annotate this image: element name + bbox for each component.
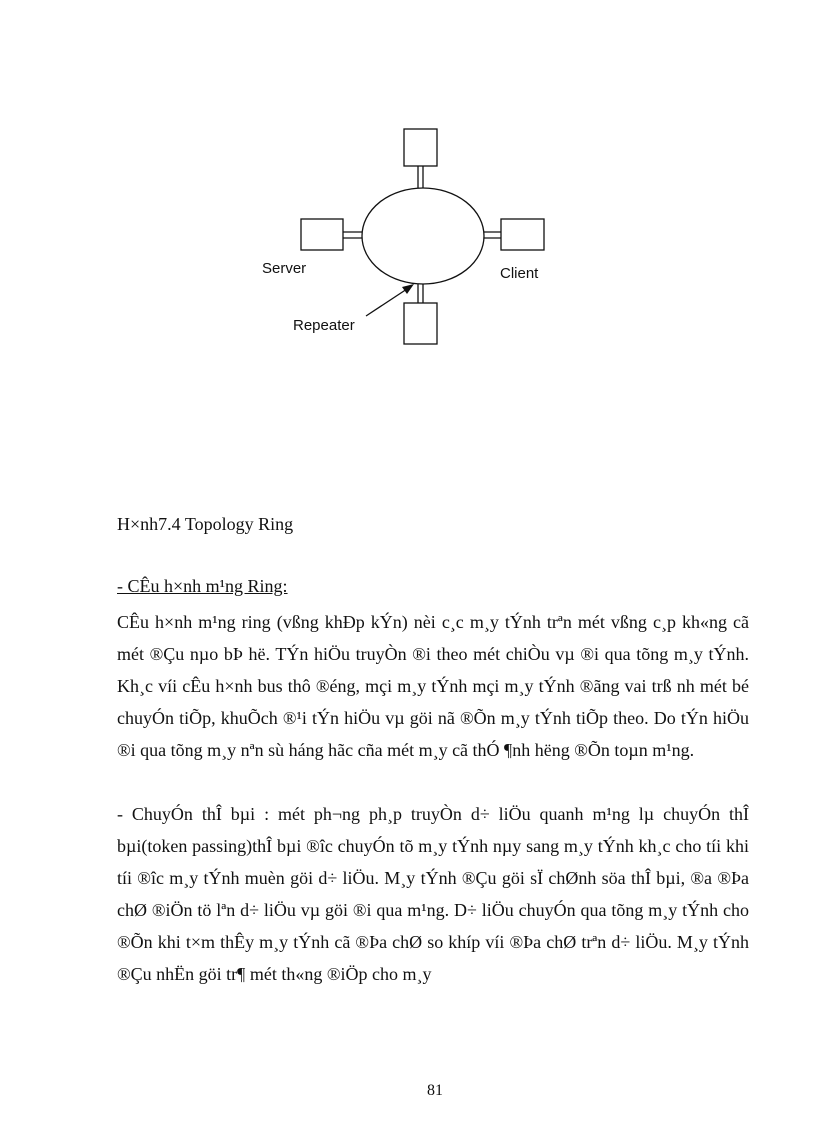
server-label: Server [262,260,307,277]
client-computer-node [501,219,544,250]
client-label: Client [500,265,539,282]
top-computer-node [404,129,437,166]
ring-cable [362,188,484,284]
repeater-arrowhead [402,284,414,294]
bottom-computer-node [404,303,437,344]
server-computer-node [301,219,343,250]
paragraph-token-passing: - ChuyÓn thÎ bµi : mét ph¬ng ph¸p truyÒn d÷ liÖu quanh m¹ng lµ chuyÓn thÎ bµi(token passing)thÎ bµi ®îc chuyÓn tõ m¸y tÝnh nµy sang m¸y tÝnh kh¸c cho tíi khi tíi ®îc m¸y tÝnh muèn göi d÷ liÖu. M¸y tÝnh ®Çu göi sÏ chØnh söa thÎ bµi, ®a ®Þa chØ ®iÖn tö lªn d÷ liÖu vµ göi ®i qua m¹ng. D÷ liÖu chuyÓn qua tõng m¸y tÝnh cho ®Õn khi t×m thÊy m¸y tÝnh cã ®Þa chØ so khíp víi ®Þa chØ trªn d÷ liÖu. M¸y tÝnh ®Çu nhËn göi tr¶ mét th«ng ®iÖp cho m¸y [117,804,749,984]
figure-caption: H×nh7.4 Topology Ring [117,514,294,534]
ring-topology-diagram [0,0,816,420]
section-heading: - CÊu h×nh m¹ng Ring: [117,576,288,596]
repeater-label: Repeater [293,317,355,334]
page-number: 81 [427,1082,443,1099]
paragraph-ring-description: CÊu h×nh m¹ng ring (vßng khÐp kÝn) nèi c¸c m¸y tÝnh trªn mét vßng c¸p kh«ng cã mét ®Çu nµo bÞ hë. TÝn hiÖu truyÒn ®i theo mét chiÒu vµ ®i qua tõng m¸y tÝnh. Kh¸c víi cÊu h×nh bus thô ®éng, mçi m¸y tÝnh mçi m¸y tÝnh ®ãng vai trß nh mét bé chuyÓn tiÕp, khuÕch ®¹i tÝn hiÖu vµ göi nã ®Õn m¸y tÝnh tiÕp theo. Do tÝn hiÖu ®i qua tõng m¸y nªn sù háng hãc cña mét m¸y cã thÓ ¶nh hëng ®Õn toµn m¹ng. [117,612,749,760]
